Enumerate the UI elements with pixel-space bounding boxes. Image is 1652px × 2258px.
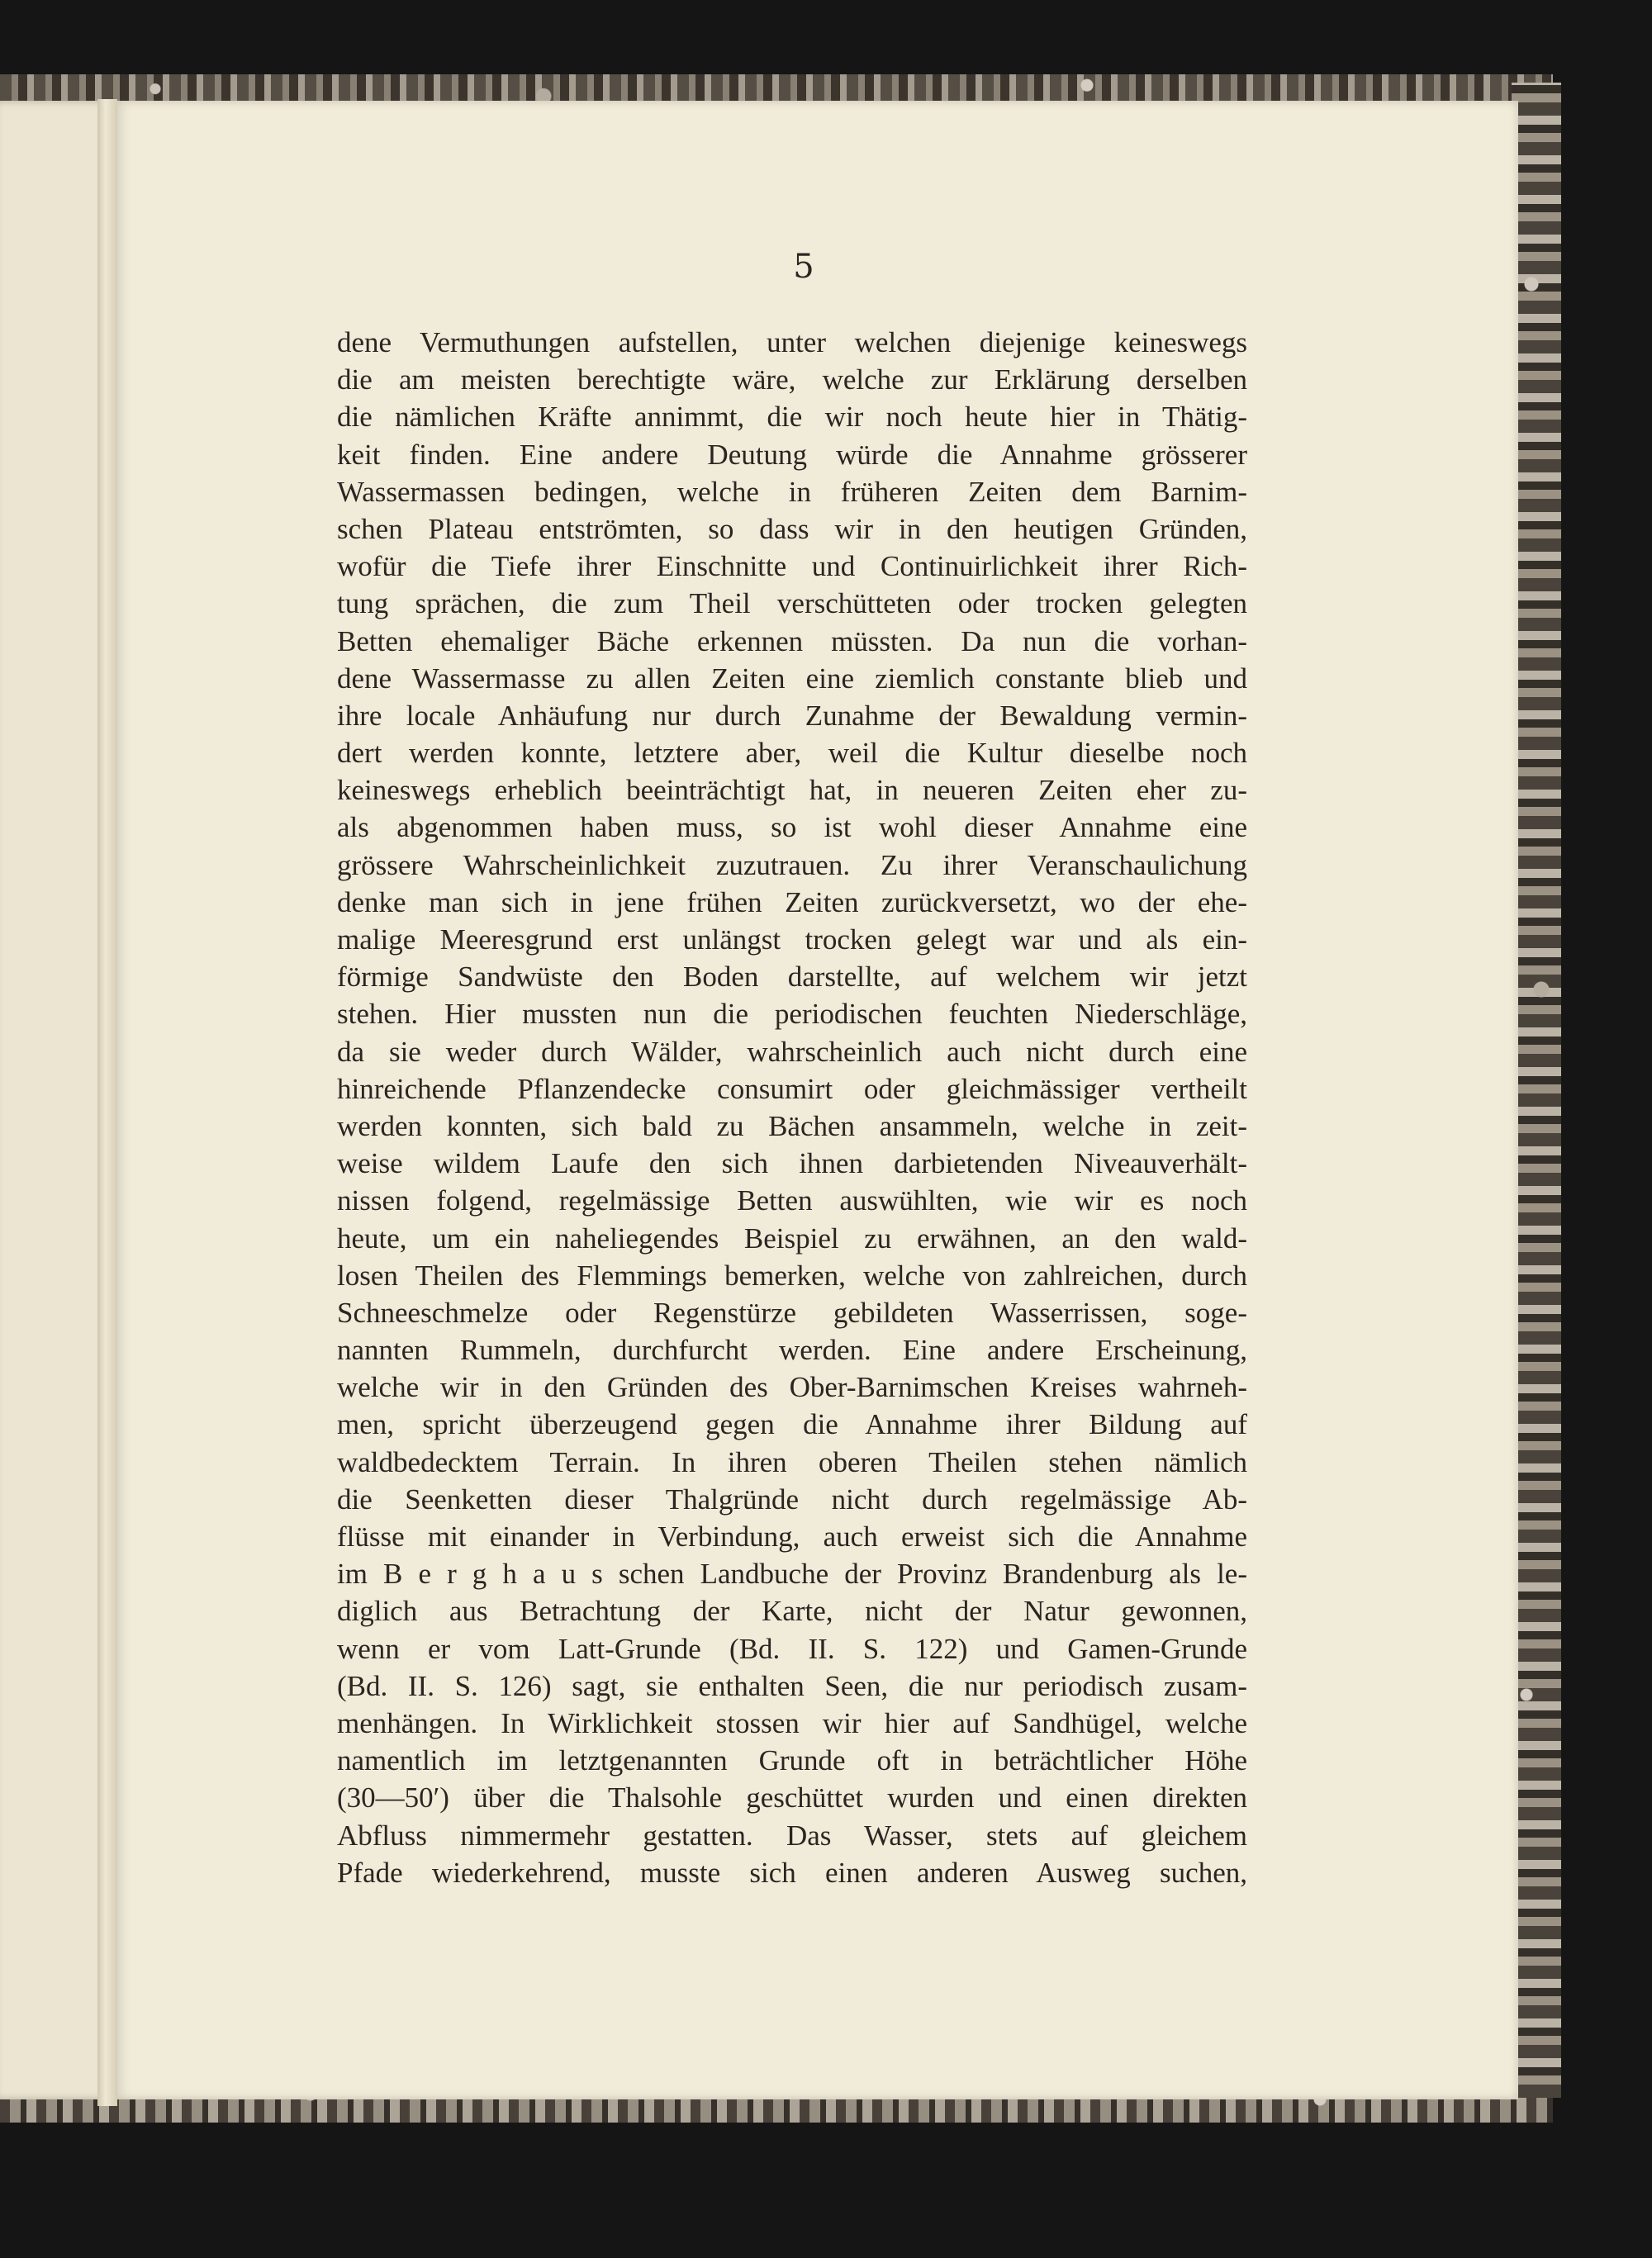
text-line: men, spricht überzeugend gegen die Annahme ihrer Bildung auf: [337, 1408, 1247, 1441]
text-line: als abgenommen haben muss, so ist wohl dieser Annahme eine: [337, 811, 1247, 844]
text-line: werden konnten, sich bald zu Bächen ansammeln, welche in zeit-: [337, 1109, 1247, 1142]
text-line: förmige Sandwüste den Boden darstellte, auf welchem wir jetzt: [337, 961, 1247, 994]
text-line: heute, um ein naheliegendes Beispiel zu erwähnen, an den wald-: [337, 1222, 1247, 1255]
text-line: Schneeschmelze oder Regenstürze gebildeten Wasserrissen, soge-: [337, 1296, 1247, 1329]
text-line: Abfluss nimmermehr gestatten. Das Wasser, stets auf gleichem: [337, 1819, 1247, 1852]
text-line: die Seenketten dieser Thalgründe nicht durch regelmässige Ab-: [337, 1482, 1247, 1516]
text-line: weise wildem Laufe den sich ihnen darbietenden Niveauverhält-: [337, 1147, 1247, 1180]
text-line: dert werden konnte, letztere aber, weil die Kultur dieselbe noch: [337, 737, 1247, 770]
text-line: nissen folgend, regelmässige Betten auswühlten, wie wir es noch: [337, 1184, 1247, 1217]
text-line: dene Vermuthungen aufstellen, unter welchen diejenige keineswegs: [337, 326, 1247, 358]
text-line: tung sprächen, die zum Theil verschütteten oder trocken gelegten: [337, 587, 1247, 620]
text-line: diglich aus Betrachtung der Karte, nicht der Natur gewonnen,: [337, 1595, 1247, 1628]
text-line: die am meisten berechtigte wäre, welche zur Erklärung derselben: [337, 363, 1247, 396]
text-line: namentlich im letztgenannten Grunde oft in beträchtlicher Höhe: [337, 1744, 1247, 1777]
text-line: schen Plateau entströmten, so dass wir in den heutigen Gründen,: [337, 512, 1247, 545]
text-line: da sie weder durch Wälder, wahrscheinlich auch nicht durch eine: [337, 1035, 1247, 1068]
text-line: malige Meeresgrund erst unlängst trocken gelegt war und als ein-: [337, 923, 1247, 956]
book-spine-gutter: [97, 99, 117, 2106]
text-line: keit finden. Eine andere Deutung würde die Annahme grösserer: [337, 438, 1247, 471]
text-line: losen Theilen des Flemmings bemerken, welche von zahlreichen, durch: [337, 1259, 1247, 1292]
text-line: welche wir in den Gründen des Ober-Barnimschen Kreises wahrneh-: [337, 1371, 1247, 1404]
page-number: 5: [793, 248, 814, 286]
text-line: (Bd. II. S. 126) sagt, sie enthalten Seen, die nur periodisch zusam-: [337, 1669, 1247, 1702]
text-line: stehen. Hier mussten nun die periodischen feuchten Niederschläge,: [337, 998, 1247, 1031]
text-line: hinreichende Pflanzendecke consumirt oder gleichmässiger vertheilt: [337, 1072, 1247, 1105]
text-line: (30—50′) über die Thalsohle geschüttet wurden und einen direkten: [337, 1781, 1247, 1814]
text-line: flüsse mit einander in Verbindung, auch erweist sich die Annahme: [337, 1520, 1247, 1553]
text-line: wofür die Tiefe ihrer Einschnitte und Continuirlichkeit ihrer Rich-: [337, 550, 1247, 583]
text-line: waldbedecktem Terrain. In ihren oberen Theilen stehen nämlich: [337, 1445, 1247, 1478]
text-line: Pfade wiederkehrend, musste sich einen anderen Ausweg suchen,: [337, 1856, 1247, 1889]
text-line: ihre locale Anhäufung nur durch Zunahme der Bewaldung vermin-: [337, 699, 1247, 732]
text-line: dene Wassermasse zu allen Zeiten eine ziemlich constante blieb und: [337, 662, 1247, 695]
text-line: keineswegs erheblich beeinträchtigt hat, in neueren Zeiten eher zu-: [337, 774, 1247, 807]
text-line: die nämlichen Kräfte annimmt, die wir noch heute hier in Thätig-: [337, 401, 1247, 434]
text-line: Betten ehemaliger Bäche erkennen müssten. Da nun die vorhan-: [337, 624, 1247, 657]
left-page-sliver: [0, 101, 112, 2099]
body-text: [337, 324, 1247, 1891]
text-line: menhängen. In Wirklichkeit stossen wir hier auf Sandhügel, welche: [337, 1706, 1247, 1739]
text-line: nannten Rummeln, durchfurcht werden. Eine andere Erscheinung,: [337, 1334, 1247, 1367]
text-line: im B e r g h a u s schen Landbuche der Provinz Brandenburg als le-: [337, 1558, 1247, 1591]
text-line: grössere Wahrscheinlichkeit zuzutrauen. Zu ihrer Veranschaulichung: [337, 848, 1247, 881]
text-line: wenn er vom Latt-Grunde (Bd. II. S. 122) und Gamen-Grunde: [337, 1632, 1247, 1665]
text-line: Wassermassen bedingen, welche in früheren Zeiten dem Barnim-: [337, 475, 1247, 508]
text-line: denke man sich in jene frühen Zeiten zurückversetzt, wo der ehe-: [337, 885, 1247, 918]
right-board-edge: [1512, 83, 1561, 2098]
